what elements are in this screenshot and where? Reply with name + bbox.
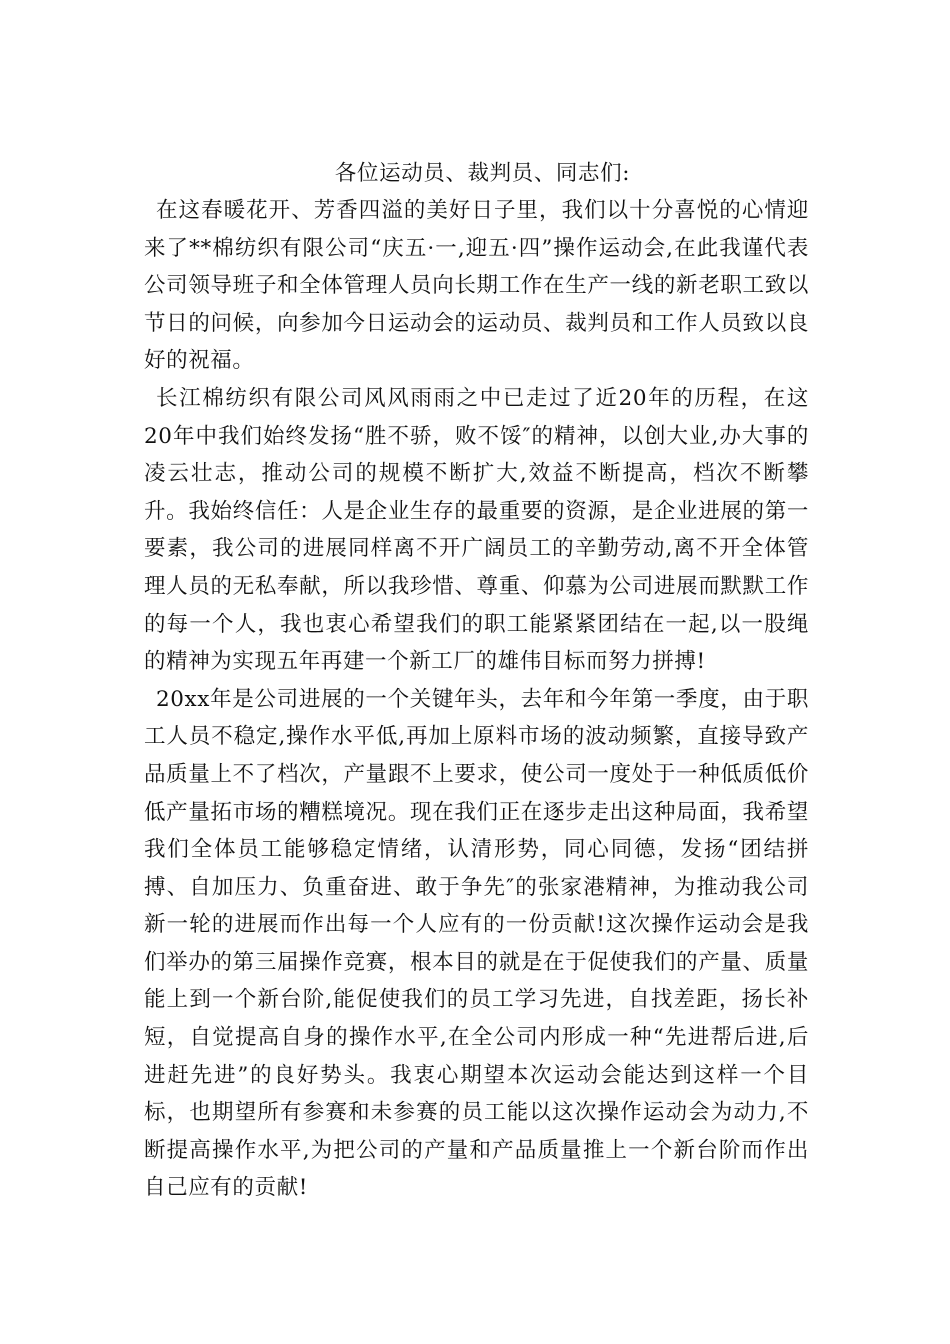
- document-body: [144, 155, 809, 1207]
- paragraph-1: 在这春暖花开、芳香四溢的美好日子里，我们以十分喜悦的心情迎来了**棉纺织有限公司“庆五·一,迎五·四”操作运动会,在此我谨代表公司领导班子和全体管理人员向长期工作在生产一线的新老职工致以节日的问候，向参加今日运动会的运动员、裁判员和工作人员致以良好的祝福。: [144, 198, 809, 374]
- salutation: 各位运动员、裁判员、同志们:: [334, 161, 631, 186]
- paragraph-3: 20xx年是公司进展的一个关键年头，去年和今年第一季度，由于职工人员不稳定,操作水平低,再加上原料市场的波动频繁，直接导致产品质量上不了档次，产量跟不上要求，使公司一度处于一种低质低价低产量拓市场的糟糕境况。现在我们正在逐步走出这种局面，我希望我们全体员工能够稳定情绪，认清形势，同心同德，发扬“团结拼搏、自加压力、负重奋进、敢于争先″的张家港精神，为推动我公司新一轮的进展而作出每一个人应有的一份贡献!这次操作运动会是我们举办的第三届操作竞赛，根本目的就是在于促使我们的产量、质量能上到一个新台阶,能促使我们的员工学习先进，自找差距，扬长补短，自觉提高自身的操作水平,在全公司内形成一种“先进帮后进,后进赶先进”的良好势头。我衷心期望本次运动会能达到这样一个目标，也期望所有参赛和未参赛的员工能以这次操作运动会为动力,不断提高操作水平,为把公司的产量和产品质量推上一个新台阶而作出自己应有的贡献!: [144, 686, 809, 1201]
- paragraph-2: 长江棉纺织有限公司风风雨雨之中已走过了近20年的历程，在这20年中我们始终发扬“胜不骄，败不馁″的精神，以创大业,办大事的凌云壮志，推动公司的规模不断扩大,效益不断提高，档次不断攀升。我始终信任：人是企业生存的最重要的资源，是企业进展的第一要素，我公司的进展同样离不开广阔员工的辛勤劳动,离不开全体管理人员的无私奉献，所以我珍惜、尊重、仰慕为公司进展而默默工作的每一个人，我也衷心希望我们的职工能紧紧团结在一起,以一股绳的精神为实现五年再建一个新工厂的雄伟目标而努力拼搏!: [144, 385, 809, 675]
